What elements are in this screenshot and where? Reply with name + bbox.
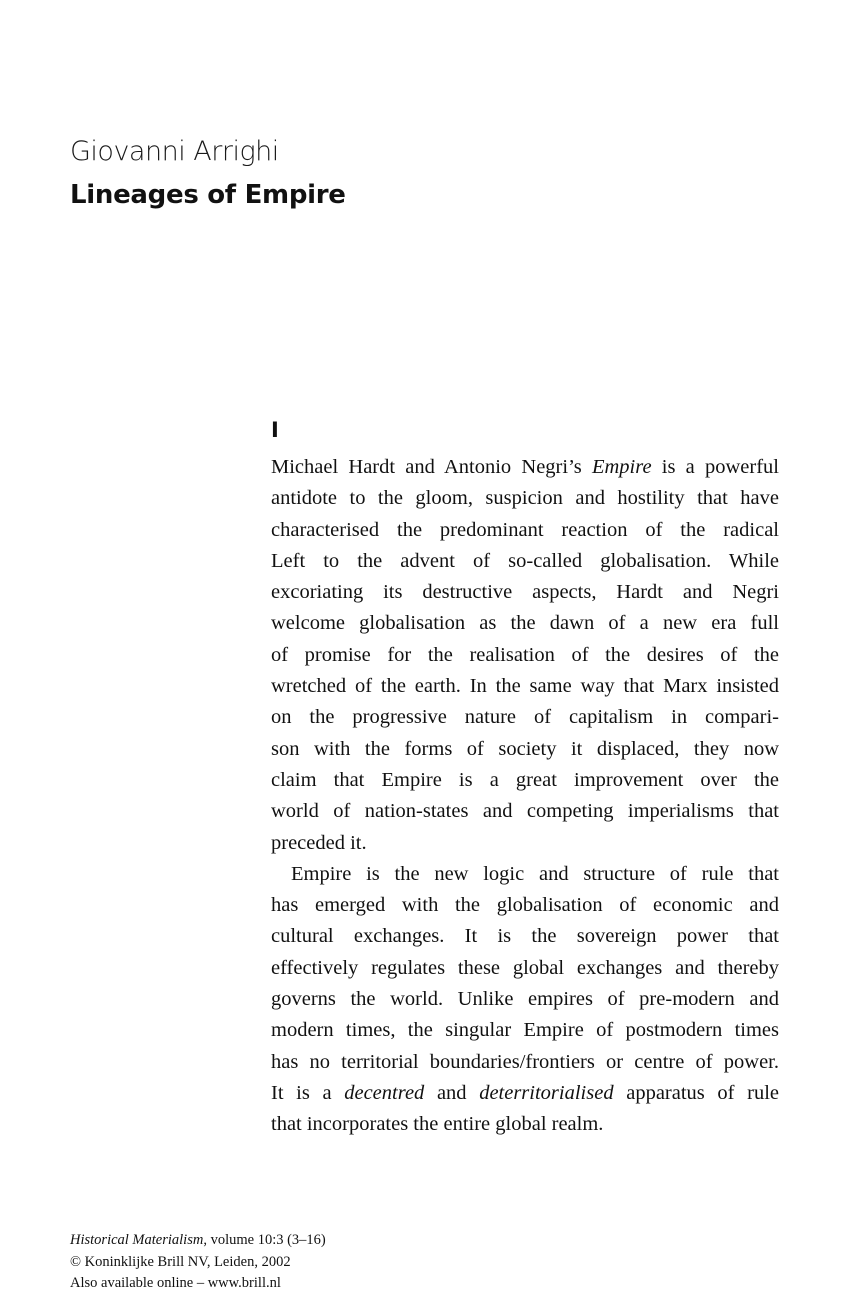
text-line: excoriating its destructive aspects, Hardt and Negri [271, 581, 779, 604]
text-line: governs the world. Unlike empires of pre-modern and [271, 988, 779, 1011]
text-line: welcome globalisation as the dawn of a new era full [271, 612, 779, 635]
article-title: Lineages of Empire [70, 180, 346, 210]
text-line: effectively regulates these global exchanges and thereby [271, 956, 779, 979]
volume-info: , volume 10:3 (3–16) [203, 1232, 326, 1248]
text-line: claim that Empire is a great improvement over the [271, 768, 779, 791]
copyright-notice: © Koninklijke Brill NV, Leiden, 2002 [70, 1253, 291, 1270]
emphasis: decentred [344, 1081, 425, 1104]
text-line: antidote to the gloom, suspicion and hostility that have [271, 487, 779, 510]
text-line: It is a decentred and deterritorialised apparatus of rule [271, 1081, 779, 1104]
article-body [271, 452, 779, 1141]
text-line: of promise for the realisation of the desires of the [271, 643, 779, 666]
text-line: Michael Hardt and Antonio Negri’s Empire is a powerful [271, 456, 779, 478]
journal-name: Historical Materialism [70, 1232, 204, 1248]
publication-footer [70, 1230, 326, 1295]
text-line: has emerged with the globalisation of economic and [271, 894, 779, 917]
author-name: Giovanni Arrighi [70, 136, 279, 167]
text-line: cultural exchanges. It is the sovereign power that [271, 925, 779, 948]
emphasis: deterritorialised [479, 1081, 614, 1104]
text-line: son with the forms of society it displaced, they now [271, 737, 779, 760]
text-line: on the progressive nature of capitalism in compari- [271, 706, 779, 729]
text-line: world of nation-states and competing imperialisms that [271, 800, 779, 823]
text-line: Empire is the new logic and structure of rule that [291, 862, 779, 885]
section-heading: I [271, 418, 279, 442]
text-line: Left to the advent of so-called globalisation. While [271, 549, 779, 572]
online-availability: Also available online – www.brill.nl [70, 1275, 281, 1291]
text-line: wretched of the earth. In the same way that Marx insisted [271, 675, 779, 698]
text-line: preceded it. [271, 831, 367, 854]
text-line: modern times, the singular Empire of postmodern times [271, 1019, 779, 1042]
emphasis: Empire [591, 456, 652, 478]
text-line: that incorporates the entire global realm. [271, 1113, 604, 1136]
text-line: has no territorial boundaries/frontiers or centre of power. [271, 1050, 779, 1073]
journal-citation [70, 1230, 326, 1252]
text-line: characterised the predominant reaction of the radical [271, 518, 779, 541]
